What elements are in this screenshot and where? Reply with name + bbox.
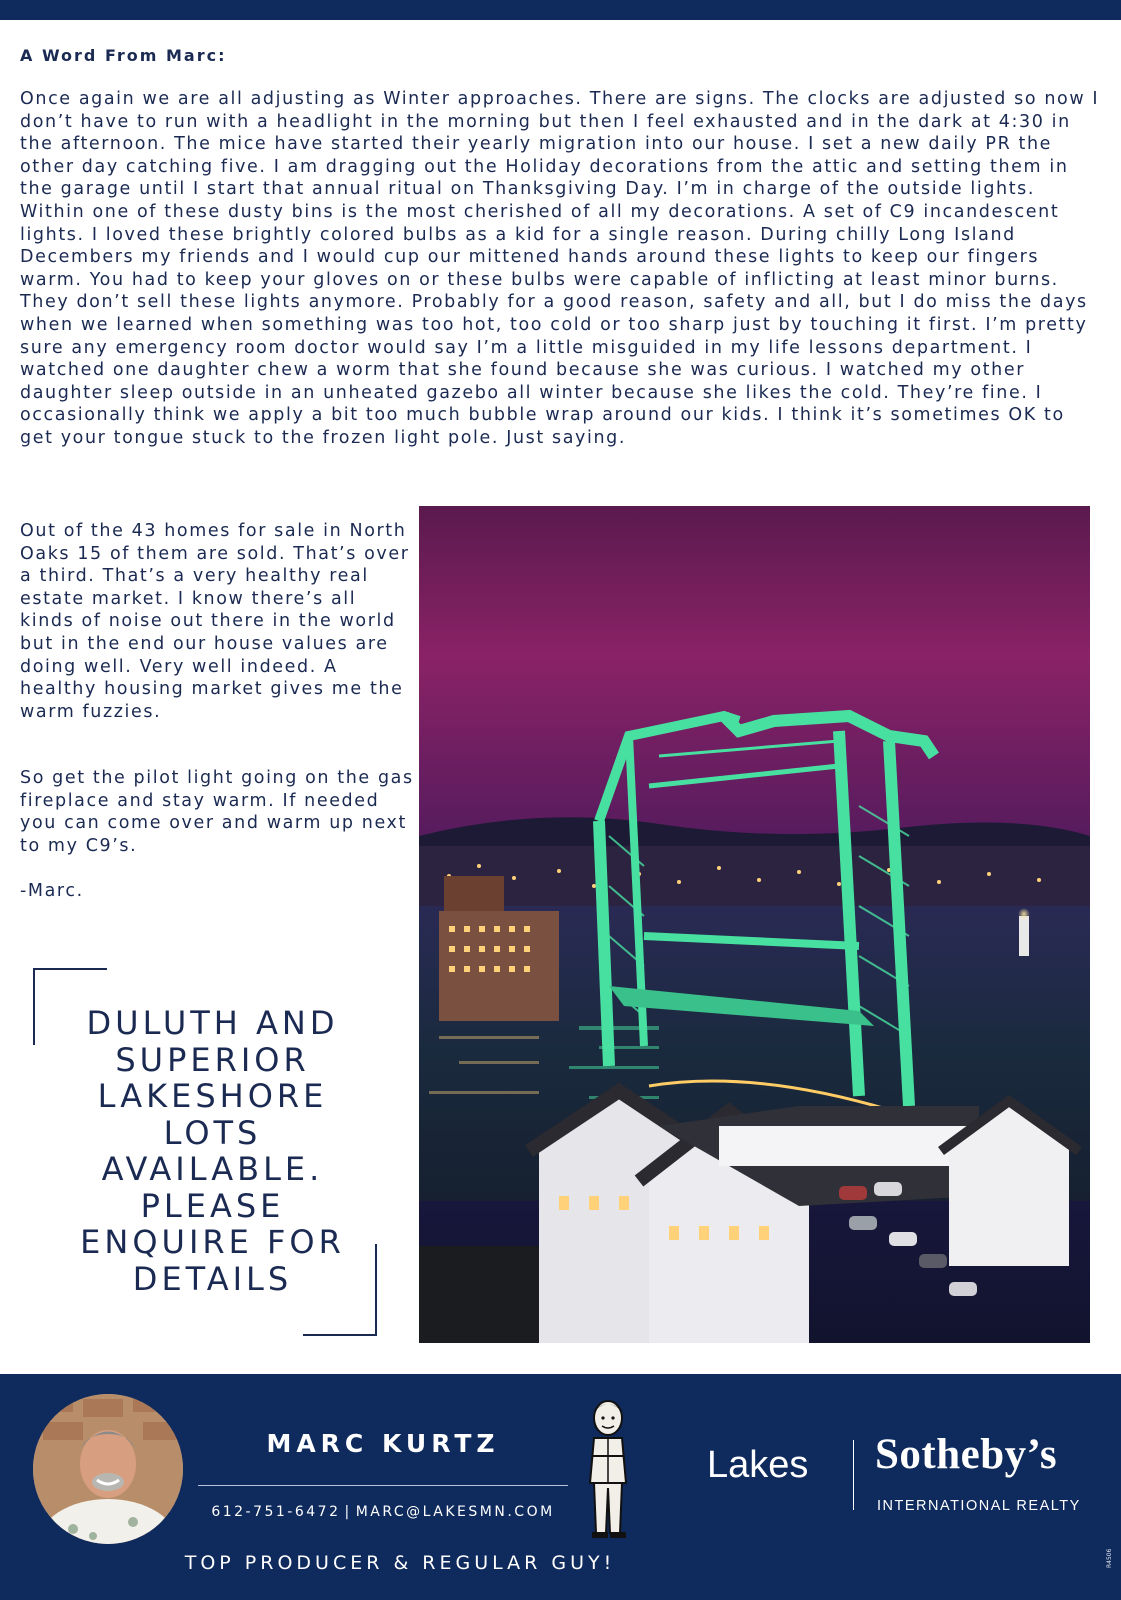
bridge-photo [419, 506, 1090, 1343]
footer [0, 1374, 1121, 1600]
name-divider [198, 1485, 568, 1486]
tagline: TOP PRODUCER & REGULAR GUY! [184, 1552, 616, 1574]
letter-heading: A Word From Marc: [20, 46, 227, 65]
phone-number[interactable]: 612-751-6472 [211, 1504, 341, 1520]
top-bar [0, 0, 1121, 20]
brand-divider [853, 1440, 854, 1510]
letter-body: Once again we are all adjusting as Winter approaches. There are signs. The clocks are adjusted so now I don’t have to run with a headlight in the morning but then I feel exhausted and in the dark at 4:30 in the afternoon. The mice have started their yearly migration into our house. I set a new daily PR the other day catching five. I am dragging out the Holiday decorations from the attic and setting them in the garage until I start that annual ritual on Thanksgiving Day. I’m in charge of the outside lights. Within one of these dusty bins is the most cherished of all my decorations. A set of C9 incandescent lights. I loved these brightly colored bulbs as a kid for a single reason. During chilly Long Island Decembers my friends and I would cup our mittened hands around these lights to keep our fingers warm. You had to keep your gloves on or these bulbs were capable of inflicting at least minor burns. They don’t sell these lights anymore. Probably for a good reason, safety and all, but I do miss the days when we learned when something was too hot, too cold or too sharp just by touching it first. I’m pretty sure any emergency room doctor would say I’m a little misguided in my life lessons department. I watched one daughter chew a worm that she found because she was curious. I watched my other daughter sleep outside in an unheated gazebo all winter because she likes the cold. They’re fine. I occasionally think we apply a bit too much bubble wrap around our kids. I think it’s sometimes OK to get your tongue stuck to the frozen light pole. Just saying. [20, 89, 1100, 448]
brand-lakes-logo: Lakes [707, 1444, 809, 1486]
signoff: -Marc. [20, 881, 84, 901]
callout-text: DULUTH AND SUPERIOR LAKESHORE LOTS AVAILABLE. PLEASE ENQUIRE FOR DETAILS [80, 1004, 345, 1298]
brand-subtitle: INTERNATIONAL REALTY [877, 1498, 1081, 1514]
warm-paragraph: So get the pilot light going on the gas fireplace and stay warm. If needed you can come over and warm up next to my C9’s. [20, 768, 414, 856]
brand-sothebys-logo: Sotheby’s [875, 1431, 1058, 1478]
email-link[interactable]: MARC@LAKESMN.COM [355, 1504, 555, 1520]
agent-avatar [33, 1394, 183, 1544]
market-paragraph: Out of the 43 homes for sale in North Oaks 15 of them are sold. That’s over a third. That’s a very healthy real estate market. I know there’s all kinds of noise out there in the world but in the end our house values are doing well. Very well indeed. A healthy housing market gives me the warm fuzzies. [20, 521, 410, 722]
document-code: R4506 [1106, 1548, 1113, 1568]
contact-separator: | [344, 1504, 352, 1520]
caricature-icon [580, 1398, 636, 1540]
contact-line [198, 1504, 568, 1520]
agent-name: MARC KURTZ [266, 1429, 500, 1458]
